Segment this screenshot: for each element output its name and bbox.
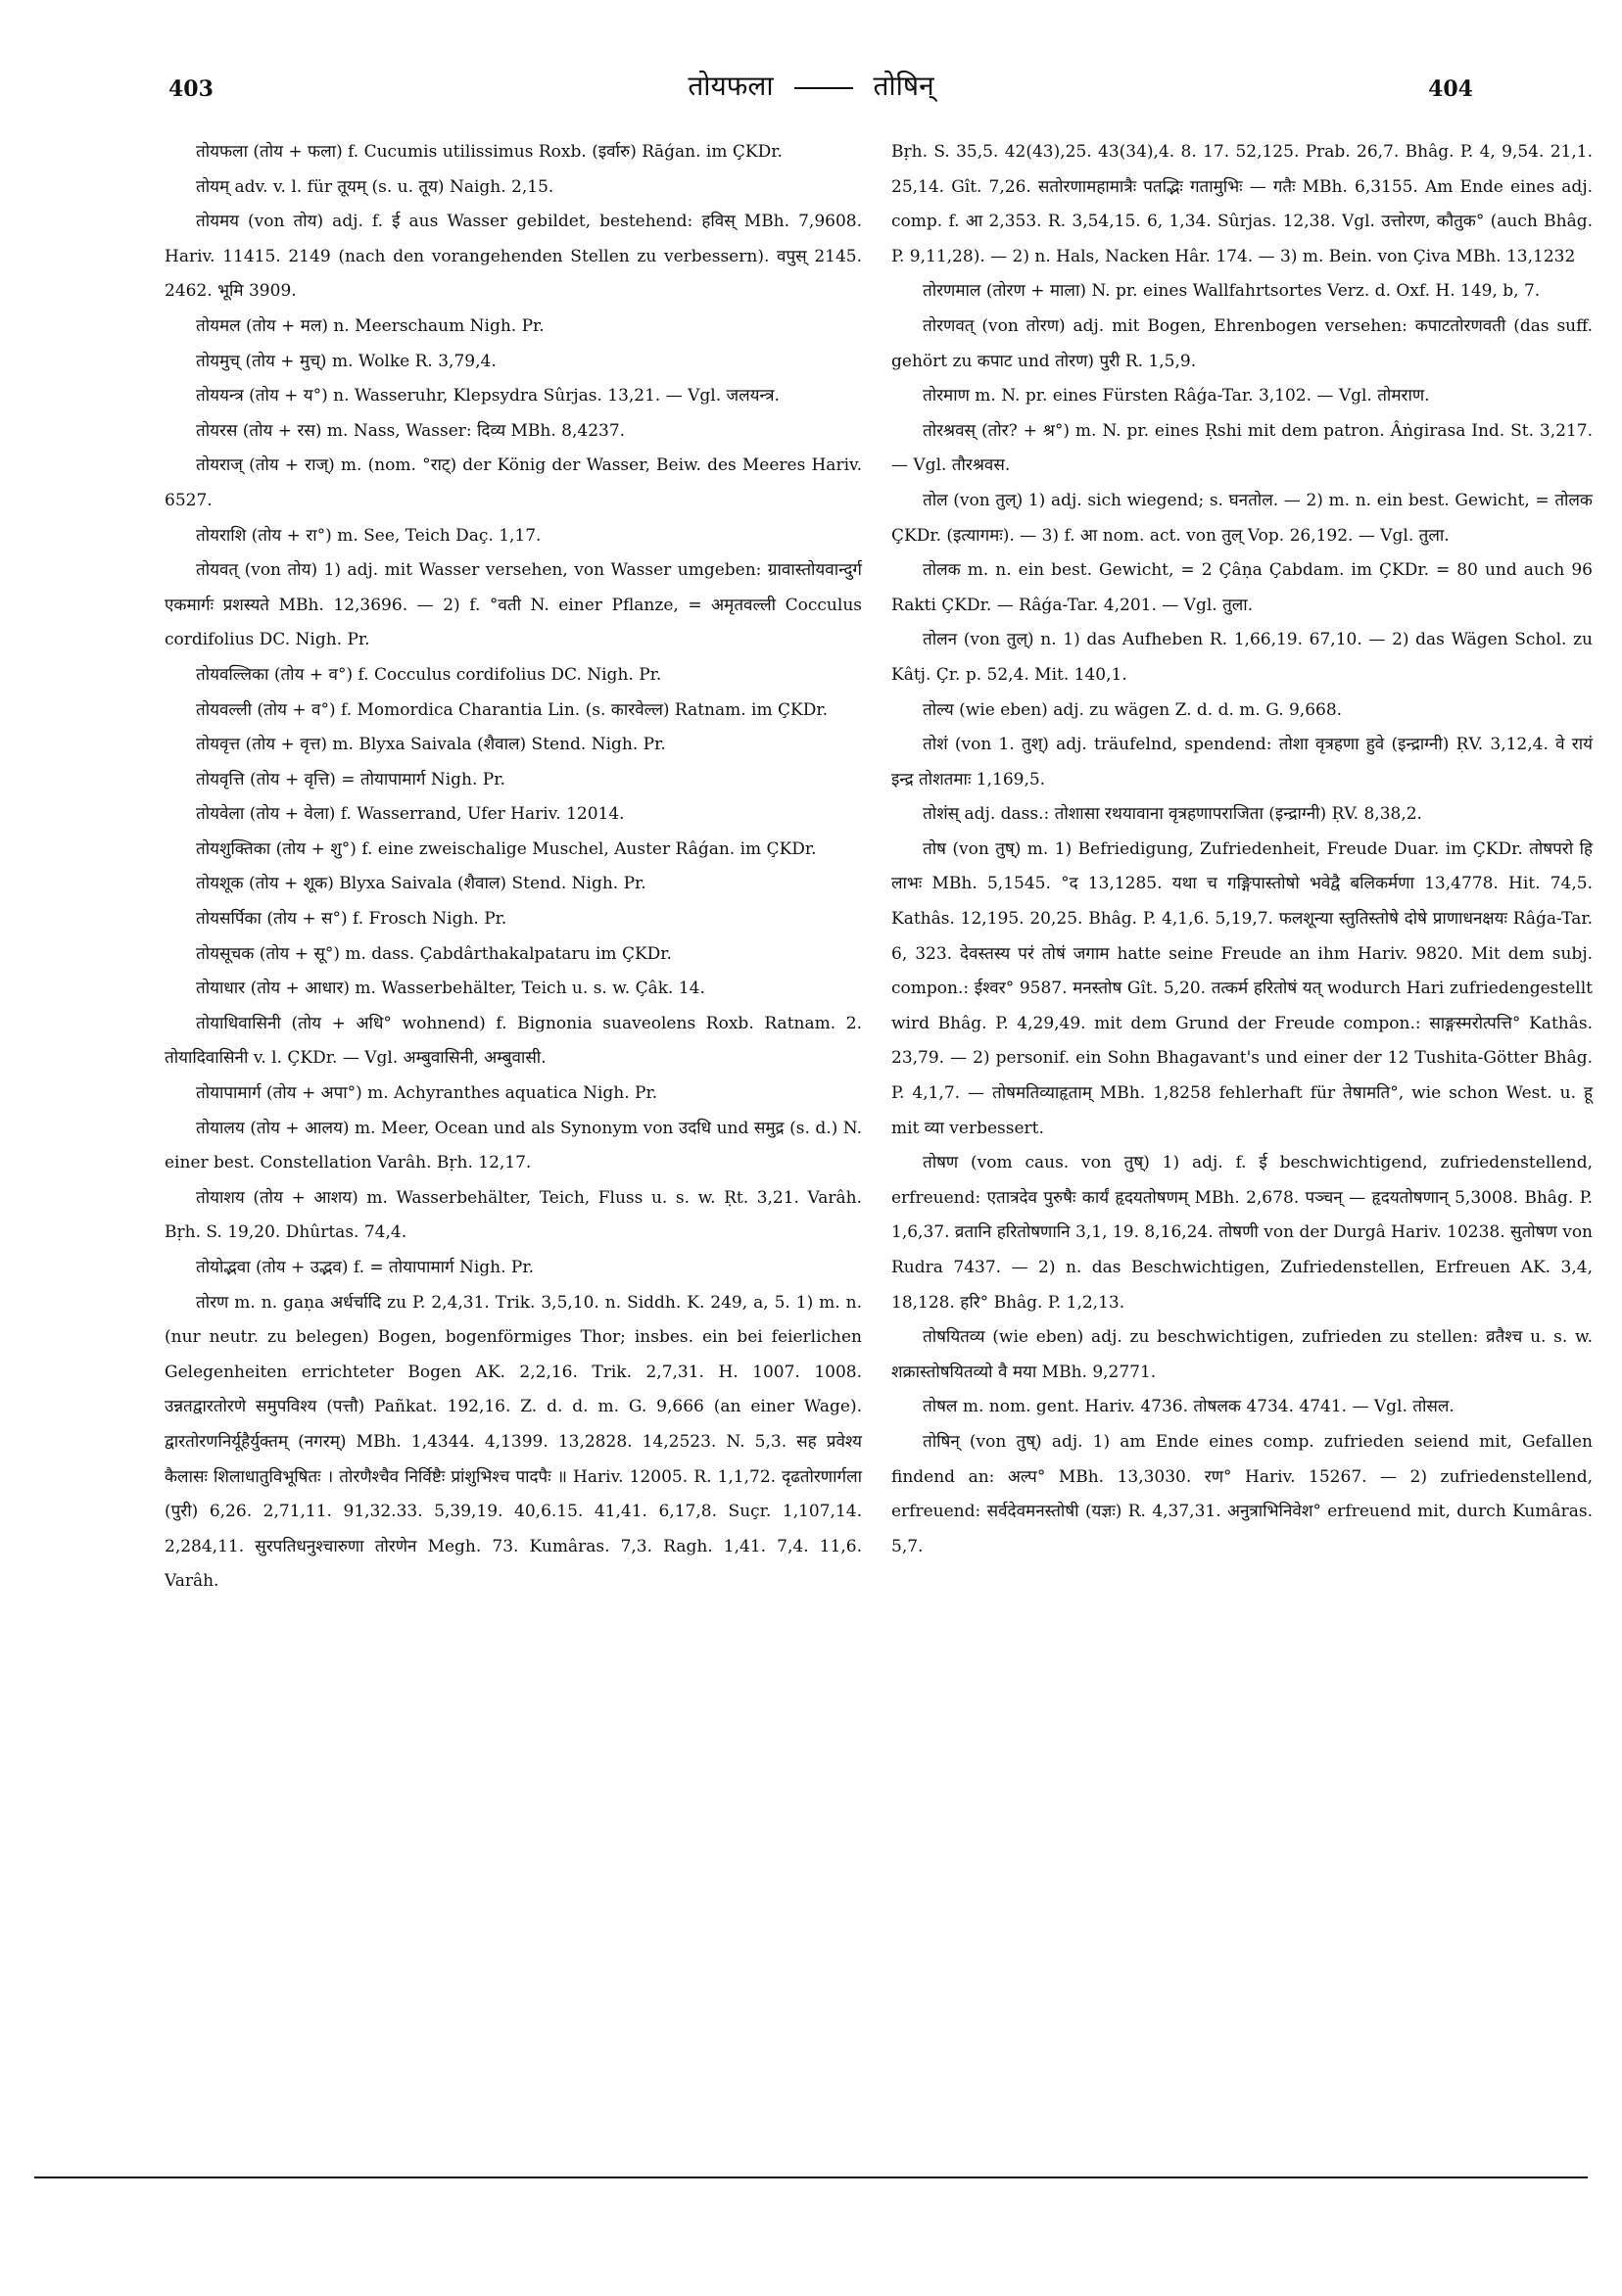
entry-toshana: तोषण (vom caus. von तुष्) 1) adj. f. ई beschwichtigend, zufriedenstellend, erfreuend: एतात्रदेव पुरुषैः कार्यं हृदयतोषणम् MBh. 2,678. पञ्चन् — हृदयतोषणान् 5,3008. Bhâg. P. 1,6,37. व्रतानि हरितोषणानि 3,1, 19. 8,16,24. तोषणी von der Durgâ Hariv. 10238. सुतोषण von Rudra 7437. — 2) n. das Beschwichtigen, Zufriedenstellen, Erfreuen AK. 3,4, 18,128. हरि° Bhâg. P. 1,2,13. — [891, 1153, 1593, 1313]
entry-torashravas: तोरश्रवस् (तोर? + श्र°) m. N. pr. eines Ṛshi mit dem patron. Âṅgirasa Ind. St. 3,217. — Vgl. तौरश्रवस. — [891, 420, 1593, 476]
entry-toyavritti: तोयवृत्ति (तोय + वृत्ति) = तोयापामार्ग Nigh. Pr. — [196, 769, 505, 789]
entry-toyavalli: तोयवल्ली (तोय + व°) f. Momordica Charantia Lin. (s. कारवेल्ल) Ratnam. im ÇKDr. — [196, 699, 829, 720]
entry-toyasucaka: तोयसूचक (तोय + सू°) m. dass. Çabdârthakalpataru im ÇKDr. — [196, 943, 672, 964]
entry-tolaka: तोलक m. n. ein best. Gewicht, = 2 Çâṇa Çabdam. im ÇKDr. = 80 und auch 96 Rakti ÇKDr. — Râǵa-Tar. 4,201. — Vgl. तुला. — [891, 560, 1593, 615]
entry-toyaphala: तोयफला (तोय + फला) f. Cucumis utilissimus Roxb. (इर्वारु) Rāǵan. im ÇKDr. — [196, 142, 783, 162]
head-dash — [794, 87, 853, 89]
entry-toyapamarga: तोयापामार्ग (तोय + अपा°) m. Achyranthes aquatica Nigh. Pr. — [196, 1083, 658, 1104]
entry-torana: तोरण m. n. gaṇa अर्धर्चादि zu P. 2,4,31. Trik. 3,5,10. n. Siddh. K. 249, a, 5. 1) m. n. (nur neutr. zu belegen) Bogen, bogenförmiges Thor; insbes. ein bei feierlichen Gelegenheiten errichteter Bogen AK. 2,2,16. Trik. 2,7,31. H. 1007. 1008. उन्नतद्वारतोरणे समुपविश्य (पत्तौ) Pañkat. 192,16. Z. d. d. m. G. 9,666 (an einer Wage). द्वारतोरणनिर्यूहैर्युक्तम् (नगरम्) MBh. 1,4344. 4,1399. 13,2828. 14,2523. N. 5,3. सह प्रवेश्य कैलासः शिलाधातुविभूषितः । तोरणैश्चैव निर्विष्टैः प्रांशुभिश्च पादपैः ॥ Hariv. 12005. R. 1,1,72. दृढतोरणार्गला (पुरी) 6,26. 2,71,11. 91,32.33. 5,39,19. 40,6.15. 41,41. 6,17,8. Suçr. 1,107,14. 2,284,11. सुरपतिधनुश्चारुणा तोरणेन Megh. 73. Kumâras. 7,3. Ragh. 1,41. 7,4. 11,6. Varâh. — [165, 1292, 862, 1592]
entry-toyavat: तोयवत् (von तोय) 1) adj. mit Wasser versehen, von Wasser umgeben: ग्रावास्तोयवान्दुर्ग एकमार्गः प्रशस्यते MBh. 12,3696. — 2) f. °वती N. einer Pflanze, = अमृतवल्ली Cocculus cordifolius DC. Nigh. Pr. — [165, 560, 862, 650]
entry-toyam: तोयम् adv. v. l. für तूयम् (s. u. तूय) Naigh. 2,15. — [196, 176, 554, 197]
left-column — [165, 135, 862, 1600]
entry-torana-continued: Bṛh. S. 35,5. 42(43),25. 43(34),4. 8. 17. 52,125. Prab. 26,7. Bhâg. P. 4, 9,54. 21,1. 25,14. Gît. 7,26. सतोरणामहामात्रैः पतद्भिः गतामुभिः — गतैः MBh. 6,3155. Am Ende eines adj. comp. f. आ 2,353. R. 3,54,15. 6, 1,34. Sûrjas. 12,38. Vgl. उत्तोरण, कौतुक° (auch Bhâg. P. 9,11,28). — 2) n. Hals, Nacken Hâr. 174. — 3) m. Bein. von Çiva MBh. 13,1232 — [891, 142, 1593, 266]
entry-toshin: तोषिन् (von तुष्) adj. 1) am Ende eines comp. zufrieden seiend mit, Gefallen findend an: अल्प° MBh. 13,3030. रण° Hariv. 15267. — 2) zufriedenstellend, erfreuend: सर्वदेवमनस्तोषी (यज्ञः) R. 4,37,31. अनुत्राभिनिवेश° erfreuend mit, durch Kumâras. 5,7. — [891, 1431, 1593, 1556]
entry-tolana: तोलन (von तुल्) n. 1) das Aufheben R. 1,66,19. 67,10. — 2) das Wägen Schol. zu Kâtj. Çr. p. 52,4. Mit. 140,1. — [891, 630, 1593, 685]
entry-toshas: तोशंस् adj. dass.: तोशासा रथयावाना वृत्रहणापराजिता (इन्द्राग्नी) ṚV. 8,38,2. — [923, 804, 1422, 825]
entry-toyadhara: तोयाधार (तोय + आधार) m. Wasserbehälter, Teich u. s. w. Çâk. 14. — [196, 979, 705, 999]
entry-toyayantra: तोययन्त्र (तोय + य°) n. Wasseruhr, Klepsydra Sûrjas. 13,21. — Vgl. जलयन्त्र. — [196, 386, 780, 407]
entry-toyamaya: तोयमय (von तोय) adj. f. ई aus Wasser gebildet, bestehend: हविस् MBh. 7,9608. Hariv. 11415. 2149 (nach den vorangehenden Stellen zu verbessern). वपुस् 2145. 2462. भूमि 3909. — [165, 212, 862, 302]
entry-toyamuc: तोयमुच् (तोय + मुच्) m. Wolke R. 3,79,4. — [196, 351, 497, 371]
entry-toyarashi: तोयराशि (तोय + रा°) m. See, Teich Daç. 1,17. — [196, 525, 542, 546]
entry-tolya: तोल्य (wie eben) adj. zu wägen Z. d. d. m. G. 9,668. — [923, 699, 1343, 720]
entry-tosha: तोष (von तुष्) m. 1) Befriedigung, Zufriedenheit, Freude Duar. im ÇKDr. तोषपरो हि लाभः MBh. 5,1545. °द 13,1285. यथा च गङ्गिपास्तोषो भवेद्वै बलिकर्मणा 13,4778. Hit. 74,5. Kathâs. 12,195. 20,25. Bhâg. P. 4,1,6. 5,19,7. फलशून्या स्तुतिस्तोषे दोषे प्राणाधनक्षयः Râǵa-Tar. 6, 323. देवस्तस्य परं तोषं जगाम hatte seine Freude an ihm Hariv. 9820. Mit dem subj. compon.: ईश्वर° 9587. मनस्तोष Gît. 5,20. तत्कर्म हरितोषं यत् wodurch Hari zufriedengestellt wird Bhâg. P. 4,29,49. mit dem Grund der Freude compon.: साङ्गस्मरोत्पत्ति° Kathâs. 23,79. — 2) personif. ein Sohn Bhagavant's und einer der 12 Tushita-Götter Bhâg. P. 4,1,7. — तोषमतिव्याहृताम् MBh. 1,8258 fehlerhaft für तेषामति°, wie schon West. u. हू mit व्या verbessert. — [891, 838, 1593, 1138]
entry-toranamala: तोरणमाल (तोरण + माला) N. pr. eines Wallfahrtsortes Verz. d. Oxf. H. 149, b, 7. — [923, 281, 1541, 302]
bottom-rule — [34, 2176, 1588, 2178]
right-column — [891, 135, 1593, 1564]
entry-toshayitavya: तोषयितव्य (wie eben) adj. zu beschwichtigen, zufrieden zu stellen: व्रतैश्च u. s. w. शक्रास्तोषयितव्यो वै मया MBh. 9,2771. — [891, 1327, 1593, 1382]
page-number-left: 403 — [168, 76, 214, 102]
entry-toyodbhava: तोयोद्भवा (तोय + उद्भव) f. = तोयापामार्ग Nigh. Pr. — [196, 1258, 535, 1277]
entry-toyashuktika: तोयशुक्तिका (तोय + शु°) f. eine zweischalige Muschel, Auster Râǵan. im ÇKDr. — [196, 838, 817, 859]
entry-tola: तोल (von तुल्) 1) adj. sich wiegend; s. घनतोल. — 2) m. n. ein best. Gewicht, = तोलक ÇKDr. (इत्यागमः). — 3) f. आ nom. act. von तुल् Vop. 26,192. — Vgl. तुला. — [891, 490, 1593, 546]
entry-toramana: तोरमाण m. N. pr. eines Fürsten Râǵa-Tar. 3,102. — Vgl. तोमराण. — [923, 386, 1430, 407]
entry-toyashaya: तोयाशय (तोय + आशय) m. Wasserbehälter, Teich, Fluss u. s. w. Ṛt. 3,21. Varâh. Bṛh. S. 19,20. Dhûrtas. 74,4. — [165, 1187, 862, 1243]
entry-toyavela: तोयवेला (तोय + वेला) f. Wasserrand, Ufer Hariv. 12014. — [196, 804, 625, 825]
entry-toyavallika: तोयवल्लिका (तोय + व°) f. Cocculus cordifolius DC. Nigh. Pr. — [196, 664, 662, 685]
entry-toranavat: तोरणवत् (von तोरण) adj. mit Bogen, Ehrenbogen versehen: कपाटतोरणवती (das suff. gehört zu कपाट und तोरण) पुरी R. 1,5,9. — [891, 315, 1593, 371]
entry-tosha-1: तोशं (von 1. तुश्) adj. träufelnd, spendend: तोशा वृत्रहणा हुवे (इन्द्राग्नी) ṚV. 3,12,4. वे रायं इन्द्र तोशतमाः 1,169,5. — [891, 735, 1593, 789]
entry-toyasarpika: तोयसर्पिका (तोय + स°) f. Frosch Nigh. Pr. — [196, 909, 507, 930]
entry-toyalaya: तोयालय (तोय + आलय) m. Meer, Ocean und als Synonym von उदधि und समुद्र (s. d.) N. einer best. Constellation Varâh. Bṛh. 12,17. — [165, 1118, 862, 1173]
entry-toyadhivasini: तोयाधिवासिनी (तोय + अधि° wohnend) f. Bignonia suaveolens Roxb. Ratnam. 2. तोयादिवासिनी v. l. ÇKDr. — Vgl. अम्बुवासिनी, अम्बुवासी. — [165, 1013, 862, 1069]
entry-toyavritta: तोयवृत्त (तोय + वृत्त) m. Blyxa Saivala (शैवाल) Stend. Nigh. Pr. — [196, 735, 666, 755]
entry-toyarasa: तोयरस (तोय + रस) m. Nass, Wasser: दिव्य MBh. 8,4237. — [196, 420, 626, 441]
page-number-right: 404 — [1428, 76, 1473, 102]
entry-toyamala: तोयमल (तोय + मल) n. Meerschaum Nigh. Pr. — [196, 315, 545, 336]
entry-toyashuka: तोयशूक (तोय + शूक) Blyxa Saivala (शैवाल) Stend. Nigh. Pr. — [196, 874, 646, 894]
entry-toyaraj: तोयराज् (तोय + राज्) m. (nom. °राट्) der König der Wasser, Beiw. des Meeres Hariv. 6527. — [165, 455, 862, 510]
running-head — [0, 67, 1622, 104]
head-right-word: तोषिन् — [873, 70, 934, 102]
head-left-word: तोयफला — [688, 70, 774, 102]
entry-toshala: तोषल m. nom. gent. Hariv. 4736. तोषलक 4734. 4741. — Vgl. तोसल. — [923, 1397, 1455, 1417]
